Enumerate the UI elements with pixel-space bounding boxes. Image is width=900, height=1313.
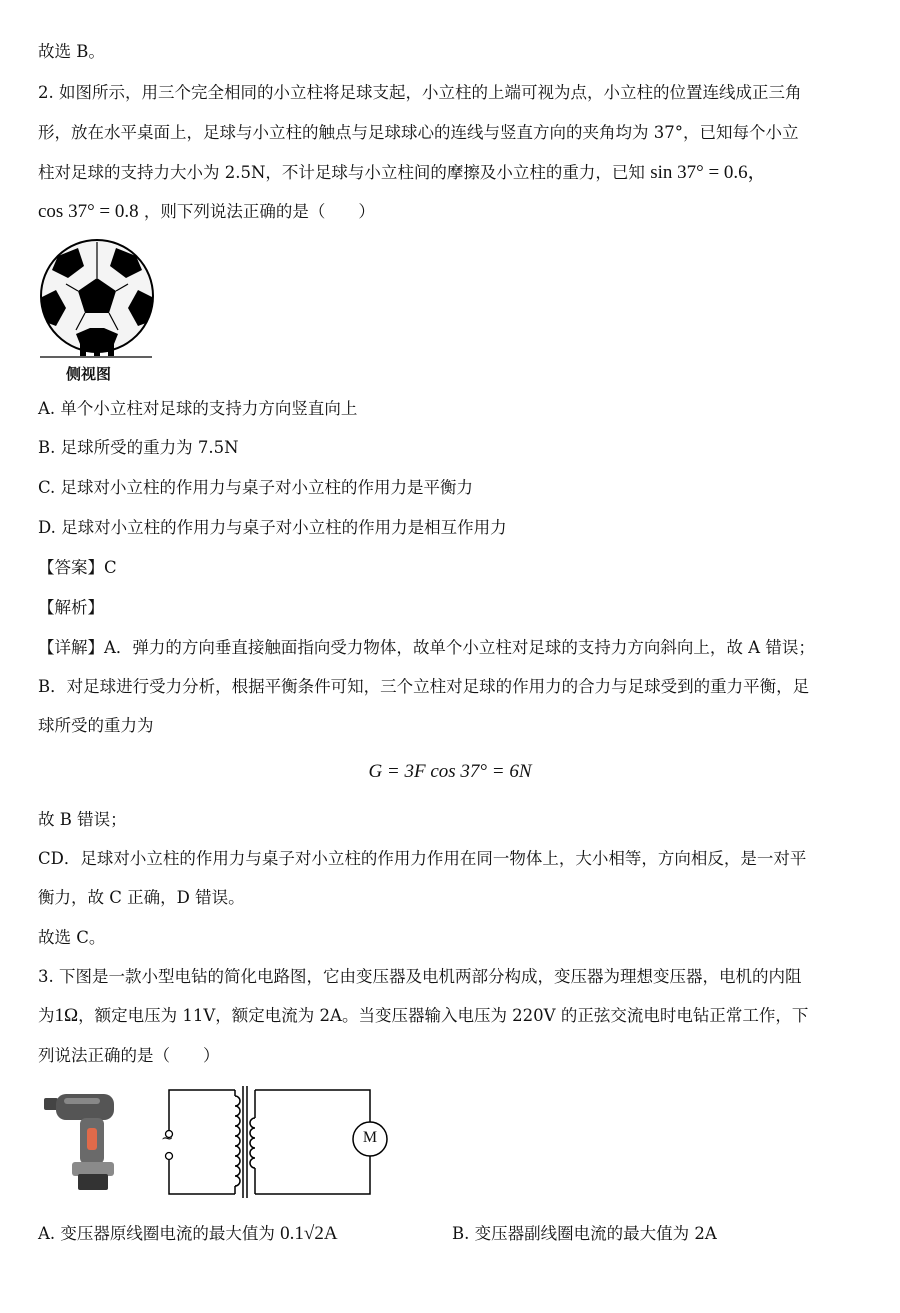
option-a: A. 单个小立柱对足球的支持力方向竖直向上: [38, 399, 358, 418]
option-d: D. 足球对小立柱的作用力与桌子对小立柱的作用力是相互作用力: [38, 518, 507, 537]
conclusion-line: 故选 B。: [38, 42, 105, 61]
answer-line: 【答案】C: [38, 558, 117, 577]
question-3-line-2: [38, 1004, 870, 1028]
detail-line-4: 故 B 错误；: [38, 810, 127, 829]
gravity-formula: G = 3F cos 37° = 6N: [368, 761, 532, 782]
detail-line-3: 球所受的重力为: [38, 716, 154, 735]
question-3-line-1: 3. 下图是一款小型电钻的简化电路图，它由变压器及电机两部分构成，变压器为理想变压器，电机的内阻: [38, 967, 802, 986]
option-b: B. 足球所受的重力为 7.5N: [38, 438, 239, 457]
analysis-heading: 【解析】: [38, 598, 104, 617]
question-2-line-3-text: 柱对足球的支持力大小为 2.5N，不计足球与小立柱间的摩擦及小立柱的重力，已知: [38, 163, 645, 182]
question-3-option-a-text: A. 变压器原线圈电流的最大值为: [38, 1224, 275, 1243]
ac-source-symbol: ~: [161, 1129, 174, 1147]
question-2-line-2: 形，放在水平桌面上，足球与小立柱的触点与足球球心的连线与竖直方向的夹角均为 37°，已知每个小立: [38, 123, 799, 142]
detail-line-6: 衡力，故 C 正确，D 错误。: [38, 888, 245, 907]
question-3-line-2-prefix: 为: [38, 1006, 55, 1025]
primary-current-max: 0.1√2A: [280, 1223, 338, 1244]
detail-line-5: CD．足球对小立柱的作用力与桌子对小立柱的作用力作用在同一物体上，大小相等，方向相反，是一对平: [38, 849, 807, 868]
motor-label: M: [362, 1129, 378, 1146]
option-c: C. 足球对小立柱的作用力与桌子对小立柱的作用力是平衡力: [38, 478, 474, 497]
figure-caption-side-view: 侧视图: [66, 365, 112, 383]
question-3-option-b: B. 变压器副线圈电流的最大值为 2A: [452, 1224, 717, 1243]
resistance-value: 1Ω: [54, 1005, 79, 1026]
drill-image: [40, 1090, 135, 1195]
detail-line-1: 【详解】A．弹力的方向垂直接触面指向受力物体，故单个小立柱对足球的支持力方向斜向上，故 A 错误；: [38, 638, 815, 657]
question-3-line-2-text: ，额定电压为 11V，额定电流为 2A。当变压器输入电压为 220V 的正弦交流电时电钻正常工作，下: [78, 1006, 809, 1025]
question-2-line-3: [38, 161, 870, 185]
detail-line-7: 故选 C。: [38, 928, 106, 947]
detail-line-2: B．对足球进行受力分析，根据平衡条件可知，三个立柱对足球的作用力的合力与足球受到的重力平衡，足: [38, 677, 810, 696]
question-2-line-4-text: ，则下列说法正确的是（ ）: [143, 202, 375, 221]
question-2-line-4: [38, 200, 870, 224]
question-3-line-3: 列说法正确的是（ ）: [38, 1046, 220, 1065]
soccer-ball-figure: [38, 238, 158, 360]
circuit-diagram: [155, 1082, 390, 1202]
sin-37-expression: sin 37° = 0.6，: [650, 162, 767, 183]
question-2-line-1: 2. 如图所示，用三个完全相同的小立柱将足球支起，小立柱的上端可视为点，小立柱的位置连线成正三角: [38, 83, 802, 102]
cos-37-expression: cos 37° = 0.8: [38, 201, 139, 222]
